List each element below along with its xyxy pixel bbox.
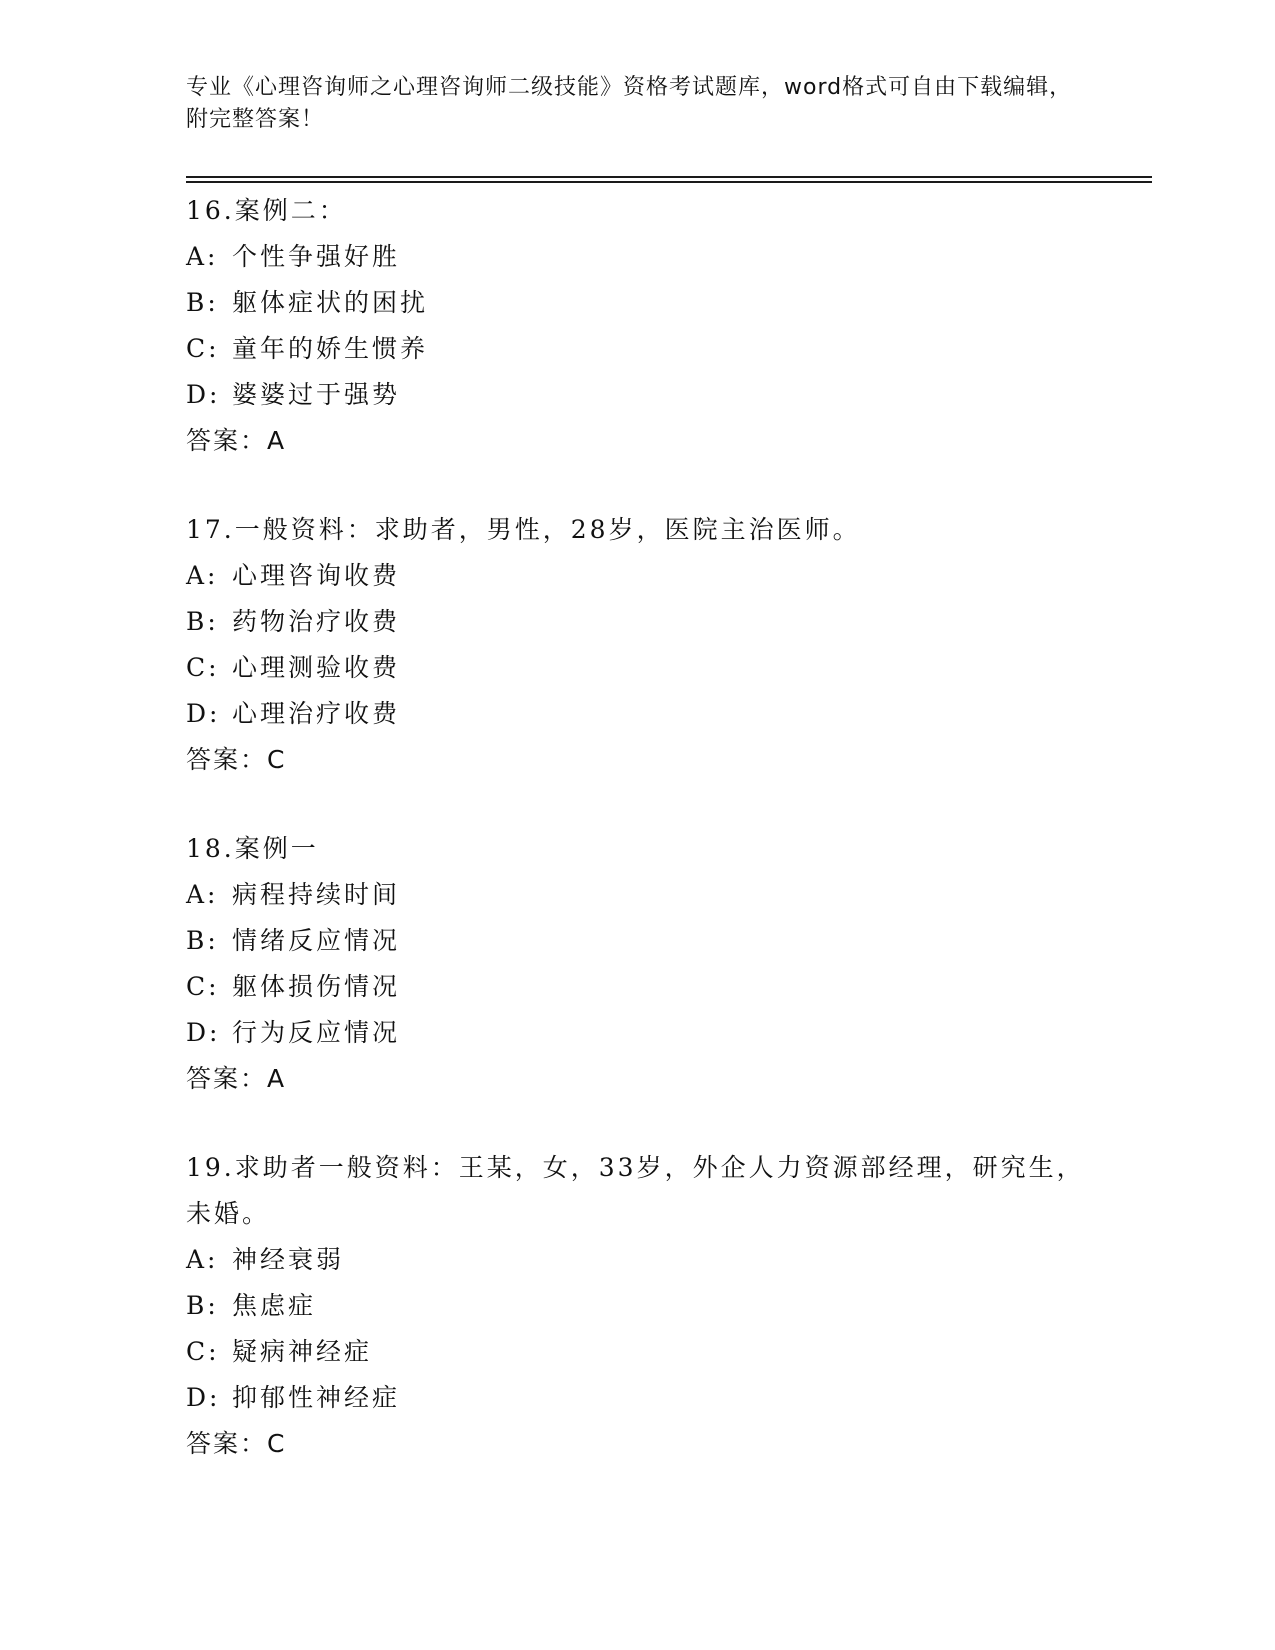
option-c bbox=[186, 326, 1106, 372]
option-c bbox=[186, 964, 1106, 1010]
option-text: 童年的娇生惯养 bbox=[232, 334, 429, 363]
question-stem: 16.案例二： bbox=[186, 196, 347, 225]
answer-line: 答案：A bbox=[186, 1064, 287, 1093]
option-b bbox=[186, 918, 1106, 964]
option-text: 焦虑症 bbox=[232, 1291, 317, 1320]
option-key: D: bbox=[186, 1383, 221, 1412]
question-stem: 18.案例一 bbox=[186, 834, 319, 863]
option-text: 躯体损伤情况 bbox=[232, 972, 401, 1001]
option-key: B: bbox=[186, 288, 219, 317]
question-18 bbox=[186, 826, 1106, 1102]
question-stem: 17.一般资料：求助者，男性，28岁，医院主治医师。 bbox=[186, 515, 861, 544]
option-text: 病程持续时间 bbox=[232, 880, 401, 909]
option-a bbox=[186, 872, 1106, 918]
option-key: A: bbox=[186, 242, 219, 271]
option-key: C: bbox=[186, 972, 220, 1001]
answer-line: 答案：C bbox=[186, 1429, 287, 1458]
option-text: 疑病神经症 bbox=[232, 1337, 373, 1366]
option-key: C: bbox=[186, 1337, 220, 1366]
option-b bbox=[186, 599, 1106, 645]
option-text: 情绪反应情况 bbox=[232, 926, 401, 955]
option-d bbox=[186, 691, 1106, 737]
option-d bbox=[186, 372, 1106, 418]
option-key: A: bbox=[186, 561, 219, 590]
answer-line: 答案：A bbox=[186, 426, 287, 455]
option-key: A: bbox=[186, 1245, 219, 1274]
option-text: 心理测验收费 bbox=[232, 653, 401, 682]
option-text: 婆婆过于强势 bbox=[232, 380, 401, 409]
option-key: D: bbox=[186, 380, 221, 409]
option-b bbox=[186, 1283, 1106, 1329]
question-19 bbox=[186, 1145, 1106, 1467]
option-key: B: bbox=[186, 926, 219, 955]
option-b bbox=[186, 280, 1106, 326]
option-text: 行为反应情况 bbox=[232, 1018, 401, 1047]
option-text: 躯体症状的困扰 bbox=[232, 288, 429, 317]
option-text: 个性争强好胜 bbox=[232, 242, 401, 271]
option-text: 神经衰弱 bbox=[232, 1245, 345, 1274]
option-key: B: bbox=[186, 1291, 219, 1320]
header-divider-top bbox=[186, 176, 1152, 178]
option-c bbox=[186, 1329, 1106, 1375]
option-text: 抑郁性神经症 bbox=[232, 1383, 401, 1412]
answer-line: 答案：C bbox=[186, 745, 287, 774]
option-key: C: bbox=[186, 653, 220, 682]
option-a bbox=[186, 234, 1106, 280]
option-a bbox=[186, 553, 1106, 599]
option-text: 心理咨询收费 bbox=[232, 561, 401, 590]
option-a bbox=[186, 1237, 1106, 1283]
option-key: A: bbox=[186, 880, 219, 909]
option-key: C: bbox=[186, 334, 220, 363]
option-key: D: bbox=[186, 1018, 221, 1047]
option-c bbox=[186, 645, 1106, 691]
option-d bbox=[186, 1010, 1106, 1056]
question-16 bbox=[186, 188, 1106, 464]
option-d bbox=[186, 1375, 1106, 1421]
option-text: 药物治疗收费 bbox=[232, 607, 401, 636]
option-key: B: bbox=[186, 607, 219, 636]
option-text: 心理治疗收费 bbox=[232, 699, 401, 728]
option-key: D: bbox=[186, 699, 221, 728]
question-17 bbox=[186, 507, 1106, 783]
document-header: 专业《心理咨询师之心理咨询师二级技能》资格考试题库，word格式可自由下载编辑，附完整答案！ bbox=[186, 75, 1073, 132]
question-stem: 19.求助者一般资料：王某，女，33岁，外企人力资源部经理，研究生，未婚。 bbox=[186, 1153, 1085, 1228]
header-divider-bottom bbox=[186, 181, 1152, 183]
